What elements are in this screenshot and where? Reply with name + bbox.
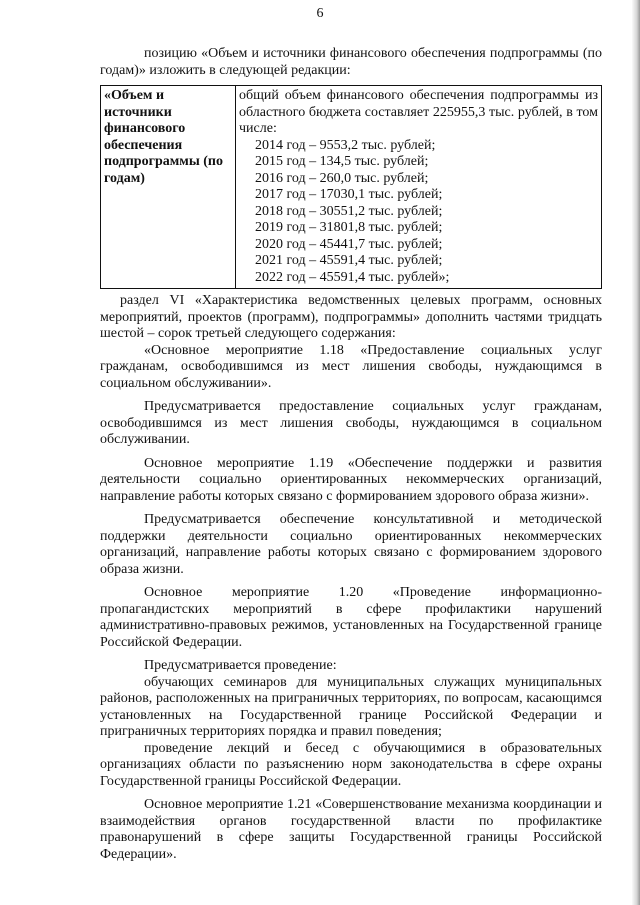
year-line-2022: 2022 год – 45591,4 тыс. рублей»; <box>255 269 450 285</box>
document-body <box>100 46 602 863</box>
measure-1-19-description: Предусматривается обеспечение консультативной и методической поддержки деятельности социально ориентированных некоммерческих организаций, направление работы которых связано с формированием здорового образа жизни. <box>100 512 602 577</box>
measure-1-18-description: Предусматривается предоставление социальных услуг гражданам, освободившимся из мест лишения свободы, нуждающимся в социальном обслуживании. <box>100 399 602 447</box>
financing-value-cell <box>236 86 602 289</box>
year-line-2015: 2015 год – 134,5 тыс. рублей; <box>255 154 429 169</box>
measure-1-20-item-seminars: обучающих семинаров для муниципальных служащих муниципальных районов, расположенных на приграничных территориях, по вопросам, касающимся установленных на Государственной границе Российской Федерации и приграничных территориях порядка и правил поведения; <box>100 674 602 739</box>
measure-1-20-intro: Предусматривается проведение: <box>144 658 337 673</box>
year-line-2016: 2016 год – 260,0 тыс. рублей; <box>255 170 429 186</box>
financing-total: общий объем финансового обеспечения подпрограммы из областного бюджета составляет 225955,3 тыс. рублей, в том числе: <box>239 88 598 136</box>
year-line-2018: 2018 год – 30551,2 тыс. рублей; <box>255 203 443 219</box>
measure-1-19-title: Основное мероприятие 1.19 «Обеспечение поддержки и развития деятельности социально ориентированных некоммерческих организаций, направление работы которых связано с формированием здорового образа жизни». <box>100 455 602 504</box>
year-line-2014: 2014 год – 9553,2 тыс. рублей; <box>255 137 436 153</box>
measure-1-20-item-lectures: проведение лекций и бесед с обучающимися в образовательных организациях области по разъяснению норм законодательства в сфере охраны Государственной границы Российской Федерации. <box>100 740 602 789</box>
financing-table <box>100 85 602 289</box>
year-line-2020: 2020 год – 45441,7 тыс. рублей; <box>255 236 443 252</box>
measure-1-20-title: Основное мероприятие 1.20 «Проведение информационно-пропагандистских мероприятий в сфере профилактики нарушений административно-правовых режимов, установленных на Государственной границе Российской Федерации. <box>100 585 602 650</box>
scan-edge-shadow <box>632 0 640 905</box>
financing-label-cell: «Объем и источники финансового обеспечения подпрограммы (по годам) <box>101 86 236 289</box>
year-line-2021: 2021 год – 45591,4 тыс. рублей; <box>255 253 443 268</box>
page-number: 6 <box>316 6 324 21</box>
financing-table-row <box>101 86 602 289</box>
intro-paragraph: позицию «Объем и источники финансового обеспечения подпрограммы (по годам)» изложить в следующей редакции: <box>100 46 602 78</box>
measure-1-18-title: «Основное мероприятие 1.18 «Предоставление социальных услуг гражданам, освободившимся из мест лишения свободы, нуждающимся в социальном обслуживании». <box>100 342 602 391</box>
year-line-2017: 2017 год – 17030,1 тыс. рублей; <box>255 187 443 202</box>
year-line-2019: 2019 год – 31801,8 тыс. рублей; <box>255 220 443 235</box>
section-vi-paragraph: раздел VI «Характеристика ведомственных целевых программ, основных мероприятий, проектов (программ), подпрограммы» дополнить частями тридцать шестой – сорок третьей следующего содержания: <box>100 293 602 341</box>
measure-1-21-title: Основное мероприятие 1.21 «Совершенствование механизма координации и взаимодействия органов государственной власти по профилактике правонарушений в сфере защиты Государственной границы Российской Федерации». <box>100 797 602 862</box>
